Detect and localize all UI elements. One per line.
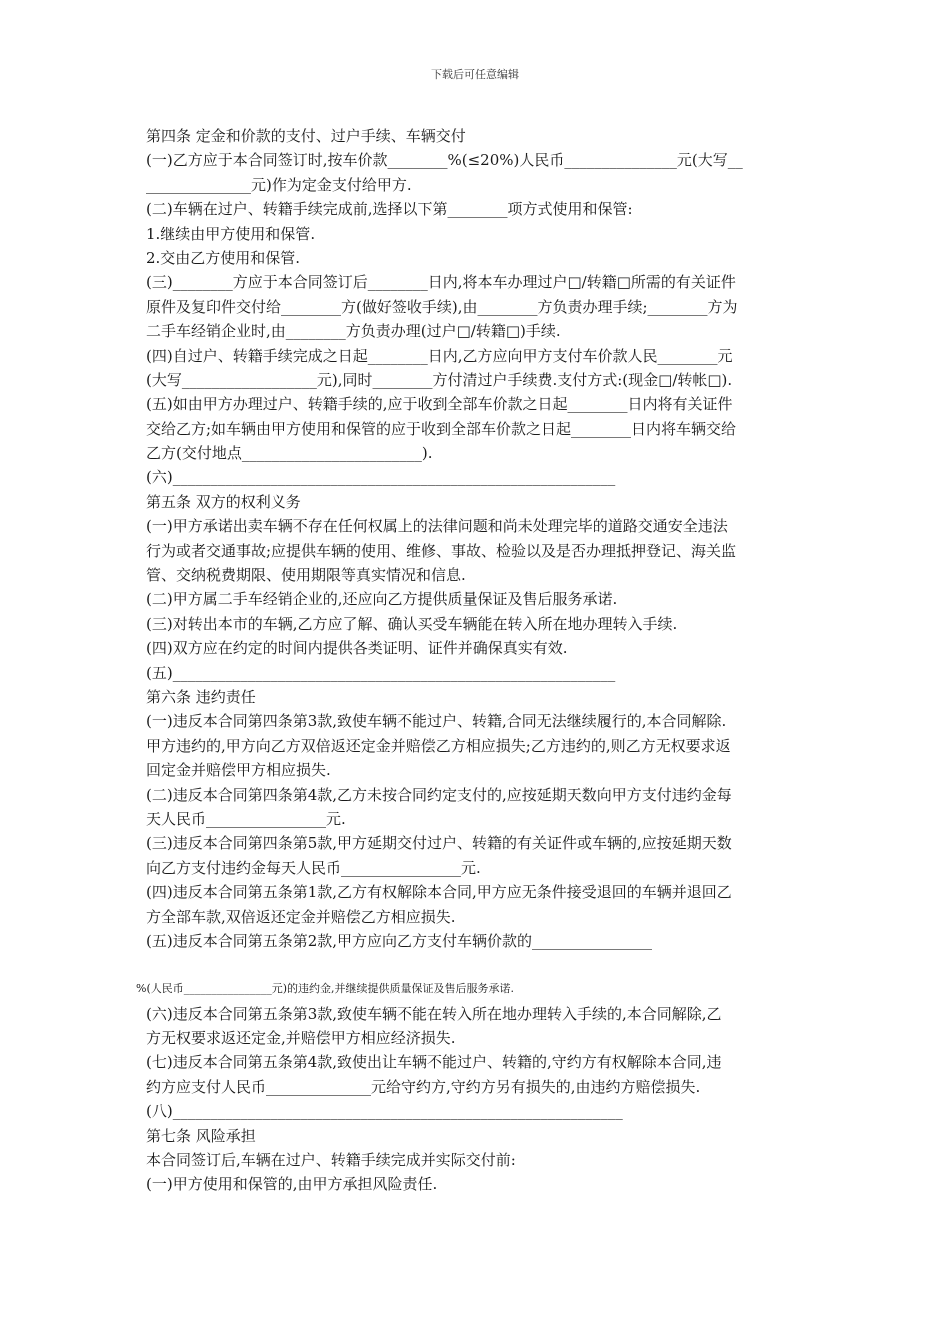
- paragraph-line: 二手车经销企业时,由________方负责办理(过户□/转籍□)手续.: [146, 322, 561, 341]
- paragraph-line: (五)___________________________________________________________: [146, 663, 616, 682]
- paragraph-line: (一)甲方使用和保管的,由甲方承担风险责任.: [146, 1175, 438, 1194]
- paragraph-line: 管、交纳税费期限、使用期限等真实情况和信息.: [146, 566, 466, 585]
- paragraph-line: (二)违反本合同第四条第4款,乙方未按合同约定支付的,应按延期天数向甲方支付违约金每: [146, 785, 732, 804]
- paragraph-line: (四)自过户、转籍手续完成之日起________日内,乙方应向甲方支付车价款人民________元: [146, 346, 733, 365]
- paragraph-line: (五)违反本合同第五条第2款,甲方应向乙方支付车辆价款的________________: [146, 931, 653, 950]
- paragraph-line: 本合同签订后,车辆在过户、转籍手续完成并实际交付前:: [146, 1151, 516, 1170]
- paragraph-line: ______________元)作为定金支付给甲方.: [146, 175, 412, 194]
- paragraph-line: (四)双方应在约定的时间内提供各类证明、证件并确保真实有效.: [146, 639, 568, 658]
- paragraph-line: (八)____________________________________________________________: [146, 1102, 623, 1121]
- paragraph-line: (五)如由甲方办理过户、转籍手续的,应于收到全部车价款之日起________日内将有关证件: [146, 395, 733, 414]
- article-5-heading: 第五条 双方的权利义务: [146, 492, 301, 511]
- article-7-heading: 第七条 风险承担: [146, 1126, 256, 1145]
- paragraph-line: (大写__________________元),同时________方付清过户手续费.支付方式:(现金□/转帐□).: [146, 370, 733, 389]
- paragraph-line: 向乙方支付违约金每天人民币________________元.: [146, 858, 481, 877]
- paragraph-line: 天人民币________________元.: [146, 809, 346, 828]
- paragraph-line: 方全部车款,双倍返还定金并赔偿乙方相应损失.: [146, 907, 456, 926]
- paragraph-line: (二)甲方属二手车经销企业的,还应向乙方提供质量保证及售后服务承诺.: [146, 590, 618, 609]
- paragraph-line: 回定金并赔偿甲方相应损失.: [146, 761, 331, 780]
- paragraph-line: 乙方(交付地点________________________).: [146, 444, 433, 463]
- paragraph-line: (一)甲方承诺出卖车辆不存在任何权属上的法律问题和尚未处理完毕的道路交通安全违法: [146, 517, 728, 536]
- paragraph-line: 1.继续由甲方使用和保管.: [146, 224, 316, 243]
- paragraph-line: (六)___________________________________________________________: [146, 468, 616, 487]
- paragraph-line: (一)乙方应于本合同签订时,按车价款________%(≤20%)人民币_______________元(大写__: [146, 151, 743, 170]
- paragraph-line: 2.交由乙方使用和保管.: [146, 248, 301, 267]
- paragraph-line: %(人民币________________元)的违约金,并继续提供质量保证及售后服务承诺.: [136, 982, 515, 996]
- paragraph-line: (一)违反本合同第四条第3款,致使车辆不能过户、转籍,合同无法继续履行的,本合同解除.: [146, 712, 727, 731]
- paragraph-line: (七)违反本合同第五条第4款,致使出让车辆不能过户、转籍的,守约方有权解除本合同,违: [146, 1053, 722, 1072]
- paragraph-line: 甲方违约的,甲方向乙方双倍返还定金并赔偿乙方相应损失;乙方违约的,则乙方无权要求返: [146, 736, 731, 755]
- article-6-heading: 第六条 违约责任: [146, 687, 256, 706]
- document-body: [136, 124, 810, 1197]
- paragraph-line: (三)违反本合同第四条第5款,甲方延期交付过户、转籍的有关证件或车辆的,应按延期天数: [146, 834, 732, 853]
- paragraph-line: (六)违反本合同第五条第3款,致使车辆不能在转入所在地办理转入手续的,本合同解除,乙: [146, 1004, 722, 1023]
- paragraph-line: 方无权要求返还定金,并赔偿甲方相应经济损失.: [146, 1029, 456, 1048]
- paragraph-line: (三)对转出本市的车辆,乙方应了解、确认买受车辆能在转入所在地办理转入手续.: [146, 614, 678, 633]
- blank-line: [146, 953, 810, 977]
- paragraph-line: 约方应支付人民币______________元给守约方,守约方另有损失的,由违约方赔偿损失.: [146, 1077, 701, 1096]
- paragraph-line: (二)车辆在过户、转籍手续完成前,选择以下第________项方式使用和保管:: [146, 200, 633, 219]
- paragraph-line: 行为或者交通事故;应提供车辆的使用、维修、事故、检验以及是否办理抵押登记、海关监: [146, 541, 737, 560]
- paragraph-line: 交给乙方;如车辆由甲方使用和保管的应于收到全部车价款之日起________日内将车辆交给: [146, 419, 737, 438]
- article-4-heading: 第四条 定金和价款的支付、过户手续、车辆交付: [146, 127, 466, 145]
- page-header: 下载后可任意编辑: [431, 68, 519, 81]
- paragraph-line: 原件及复印件交付给________方(做好签收手续),由________方负责办理手续;________方为: [146, 297, 738, 316]
- paragraph-line: (三)________方应于本合同签订后________日内,将本车办理过户□/转籍□所需的有关证件: [146, 273, 736, 292]
- paragraph-line: (四)违反本合同第五条第1款,乙方有权解除本合同,甲方应无条件接受退回的车辆并退回乙: [146, 883, 732, 902]
